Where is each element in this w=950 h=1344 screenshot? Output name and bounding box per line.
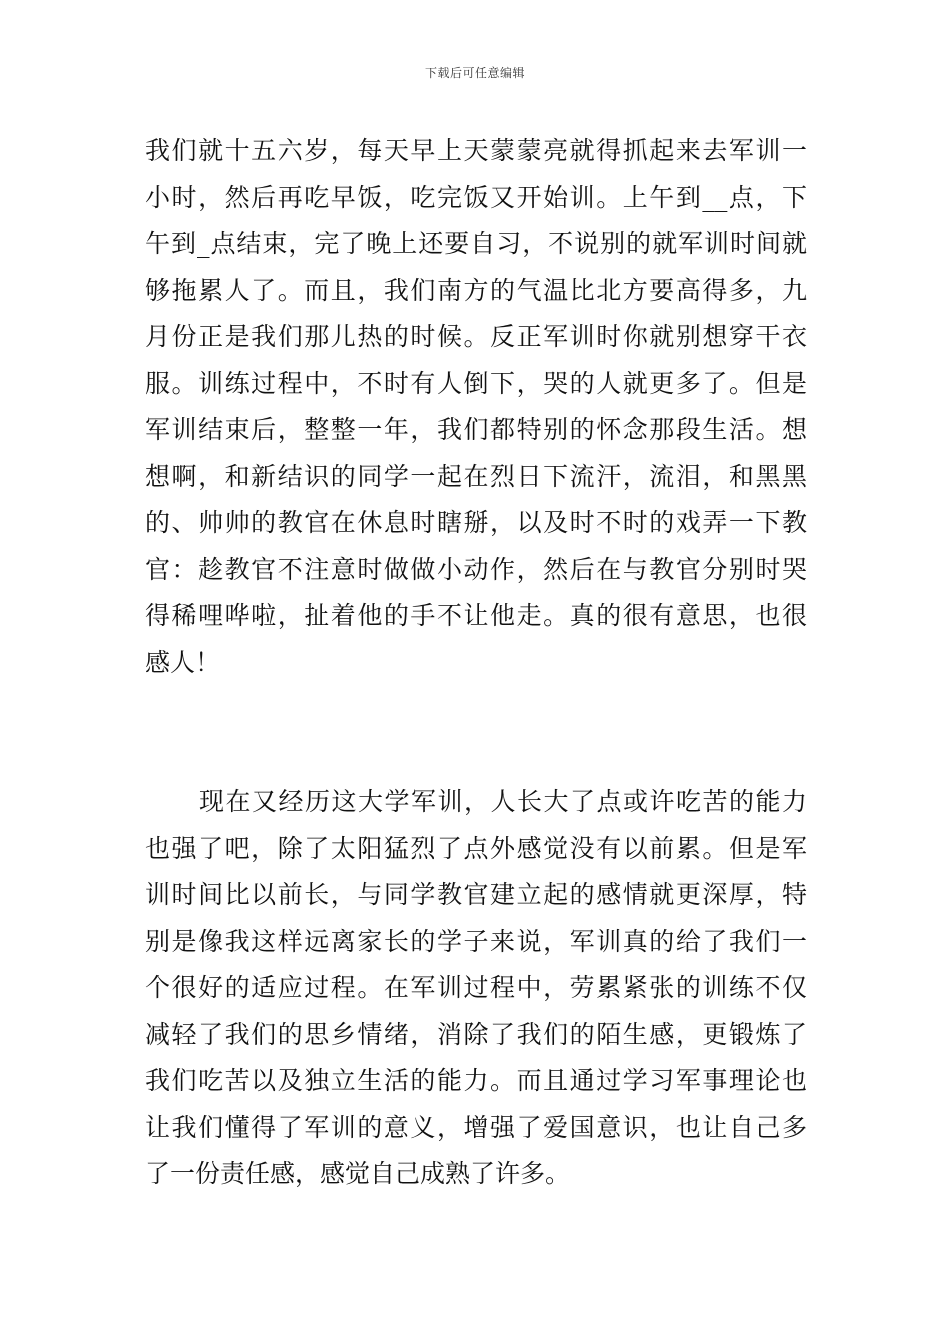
document-body [145,128,807,1198]
text-line: 够拖累人了。而且，我们南方的气温比北方要高得多，九 [145,275,807,305]
text-line: 感人！ [145,647,221,677]
text-line: 军训结束后，整整一年，我们都特别的怀念那段生活。想 [145,415,807,444]
text-line: 现在又经历这大学军训，人长大了点或许吃苦的能力 [199,787,807,816]
text-line: 个很好的适应过程。在军训过程中，劳累紧张的训练不仅 [145,973,807,1002]
text-line: 训时间比以前长，与同学教官建立起的感情就更深厚，特 [145,880,807,909]
paragraph-spacer [145,686,807,779]
paragraph [145,128,807,686]
text-line: 也强了吧，除了太阳猛烈了点外感觉没有以前累。但是军 [145,833,807,863]
text-line: 官：趁教官不注意时做做小动作，然后在与教官分别时哭 [145,554,807,584]
text-line: 了一份责任感，感觉自己成熟了许多。 [145,1159,571,1188]
text-line: 月份正是我们那儿热的时候。反正军训时你就别想穿干衣 [145,322,807,351]
text-line: 得稀哩哗啦，扯着他的手不让他走。真的很有意思，也很 [145,601,807,630]
text-line: 减轻了我们的思乡情绪，消除了我们的陌生感，更锻炼了 [145,1019,807,1049]
text-line: 别是像我这样远离家长的学子来说，军训真的给了我们一 [145,926,807,956]
text-line: 服。训练过程中，不时有人倒下，哭的人就更多了。但是 [145,368,807,398]
text-line: 午到_点结束，完了晚上还要自习，不说别的就军训时间就 [145,229,807,258]
text-line: 想啊，和新结识的同学一起在烈日下流汗，流泪，和黑黑 [145,461,807,491]
text-line: 小时，然后再吃早饭，吃完饭又开始训。上午到__点，下 [145,182,807,212]
text-line: 的、帅帅的教官在休息时瞎掰，以及时不时的戏弄一下教 [145,508,807,537]
page-header-label: 下载后可任意编辑 [424,66,525,80]
paragraph [145,779,807,1198]
text-line: 我们吃苦以及独立生活的能力。而且通过学习军事理论也 [145,1066,807,1095]
text-line: 我们就十五六岁，每天早上天蒙蒙亮就得抓起来去军训一 [145,136,807,165]
text-line: 让我们懂得了军训的意义，增强了爱国意识，也让自己多 [145,1112,807,1142]
